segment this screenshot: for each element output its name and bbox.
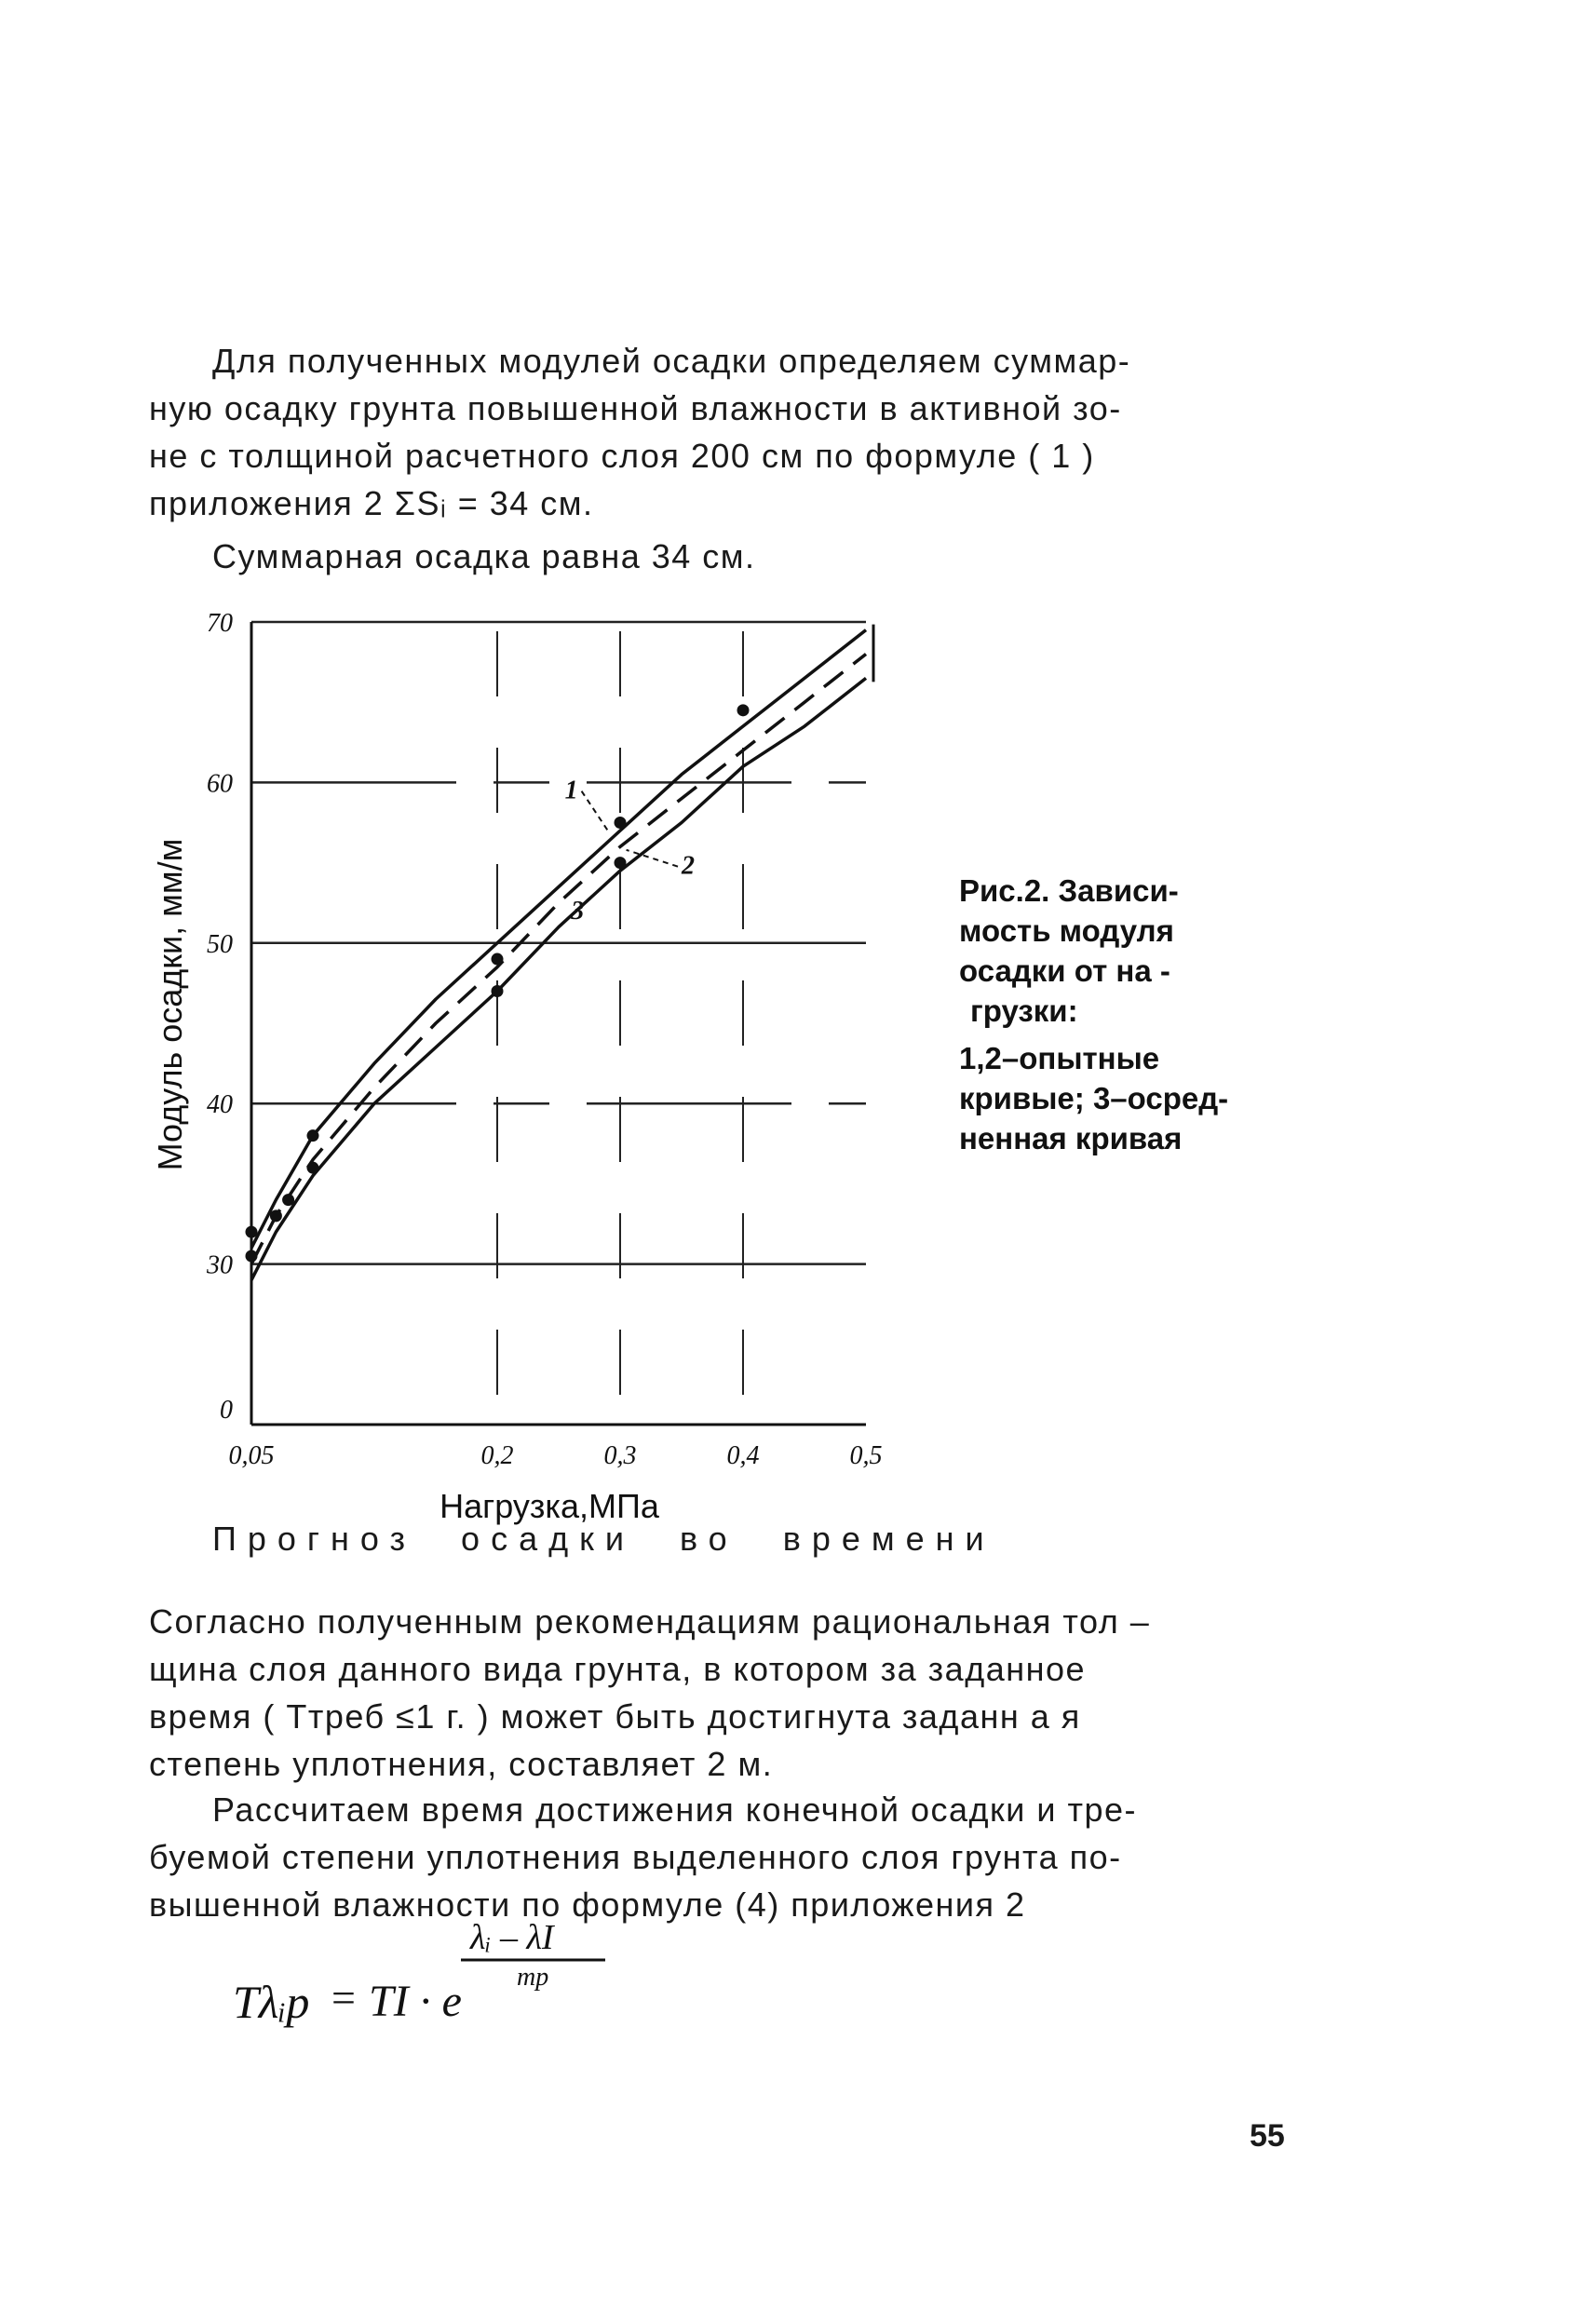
x-tick-label: 0,4	[726, 1441, 760, 1470]
paragraph-4-line: Рассчитаем время достижения конечной осадки и тре-	[212, 1790, 1137, 1829]
data-point	[246, 1250, 258, 1262]
figure-caption	[959, 871, 1313, 1158]
paragraph-2	[149, 533, 1332, 580]
x-axis-title: Нагрузка,МПа	[439, 1487, 659, 1525]
formula-lhs: Tλᵢp	[233, 1976, 310, 2028]
data-point	[307, 1162, 319, 1174]
data-point	[246, 1226, 258, 1238]
curve-label: 1	[564, 776, 578, 805]
paragraph-4	[149, 1786, 1332, 1928]
formula-rhs: TI · e	[369, 1977, 462, 2026]
figure-legend-line: кривые; 3–осред-	[959, 1081, 1229, 1115]
y-tick-label: 30	[207, 1250, 233, 1280]
figure-legend-line: ненная кривая	[959, 1121, 1183, 1155]
y-tick-label: 50	[207, 929, 233, 959]
y-tick-label: 60	[207, 769, 233, 799]
data-point	[282, 1194, 294, 1206]
formula-equals: =	[331, 1974, 356, 2021]
figure-legend-line: 1,2–опытные	[959, 1041, 1160, 1075]
paragraph-1-line: Для полученных модулей осадки определяем суммар-	[212, 342, 1131, 380]
data-point	[492, 953, 504, 966]
paragraph-3-line: Согласно полученным рекомендациям рациональная тол –	[149, 1602, 1151, 1641]
figure-caption-line: осадки от на -	[959, 953, 1170, 988]
paragraph-1-line: ную осадку грунта повышенной влажности в активной зо-	[149, 389, 1122, 427]
curve-label-leader	[582, 791, 608, 831]
curve-label: 2	[682, 851, 695, 881]
data-point	[270, 1209, 282, 1222]
paragraph-1-line: не с толщиной расчетного слоя 200 см по формуле ( 1 )	[149, 437, 1095, 475]
paragraph-3-line: степень уплотнения, составляет 2 м.	[149, 1745, 774, 1783]
formula-exponent-numerator: λᵢ – λI	[470, 1918, 554, 1957]
series-2-line	[251, 678, 866, 1280]
data-point	[615, 857, 627, 869]
figure-caption-line: мость модуля	[959, 913, 1174, 948]
paragraph-3-line: время ( Tтреб ≤1 г. ) может быть достигнута заданн а я	[149, 1697, 1081, 1736]
x-tick-label: 0,3	[603, 1441, 637, 1470]
figure-caption-legend	[959, 1038, 1313, 1158]
figure-caption-title	[959, 871, 1313, 1031]
figure-caption-line: грузки:	[970, 993, 1078, 1028]
y-tick-label: 70	[207, 609, 233, 638]
paragraph-1	[149, 337, 1332, 527]
paragraph-3	[149, 1598, 1332, 1788]
curve-label: 3	[571, 896, 585, 926]
paragraph-2-line: Суммарная осадка равна 34 см.	[212, 537, 756, 575]
data-point	[492, 985, 504, 997]
x-tick-label: 0,2	[480, 1441, 514, 1470]
data-point	[307, 1129, 319, 1142]
paragraph-4-line: вышенной влажности по формуле (4) приложения 2	[149, 1885, 1026, 1924]
paragraph-4-line: буемой степени уплотнения выделенного слоя грунта по-	[149, 1838, 1122, 1876]
y-axis-title: Модуль осадки, мм/м	[151, 838, 189, 1171]
series-1-line	[251, 630, 866, 1249]
y-tick-label: 40	[207, 1090, 233, 1120]
figure-chart	[140, 596, 978, 1525]
page-number: 55	[1250, 2118, 1285, 2154]
formula-exponent-denominator: mp	[517, 1963, 549, 1992]
data-point	[615, 817, 627, 829]
paragraph-1-line: приложения 2 ΣSᵢ = 34 см.	[149, 484, 594, 522]
x-tick-label: 0,05	[228, 1441, 275, 1470]
formula	[233, 1913, 717, 2053]
figure-caption-line: Рис.2. Зависи-	[959, 873, 1179, 908]
settlement-modulus-chart	[140, 596, 978, 1525]
section-heading: Прогноз осадки во времени	[212, 1520, 995, 1558]
x-tick-label: 0,5	[849, 1441, 883, 1470]
data-point	[737, 704, 750, 716]
paragraph-3-line: щина слоя данного вида грунта, в котором за заданное	[149, 1650, 1087, 1688]
y-tick-label: 0	[220, 1395, 233, 1425]
